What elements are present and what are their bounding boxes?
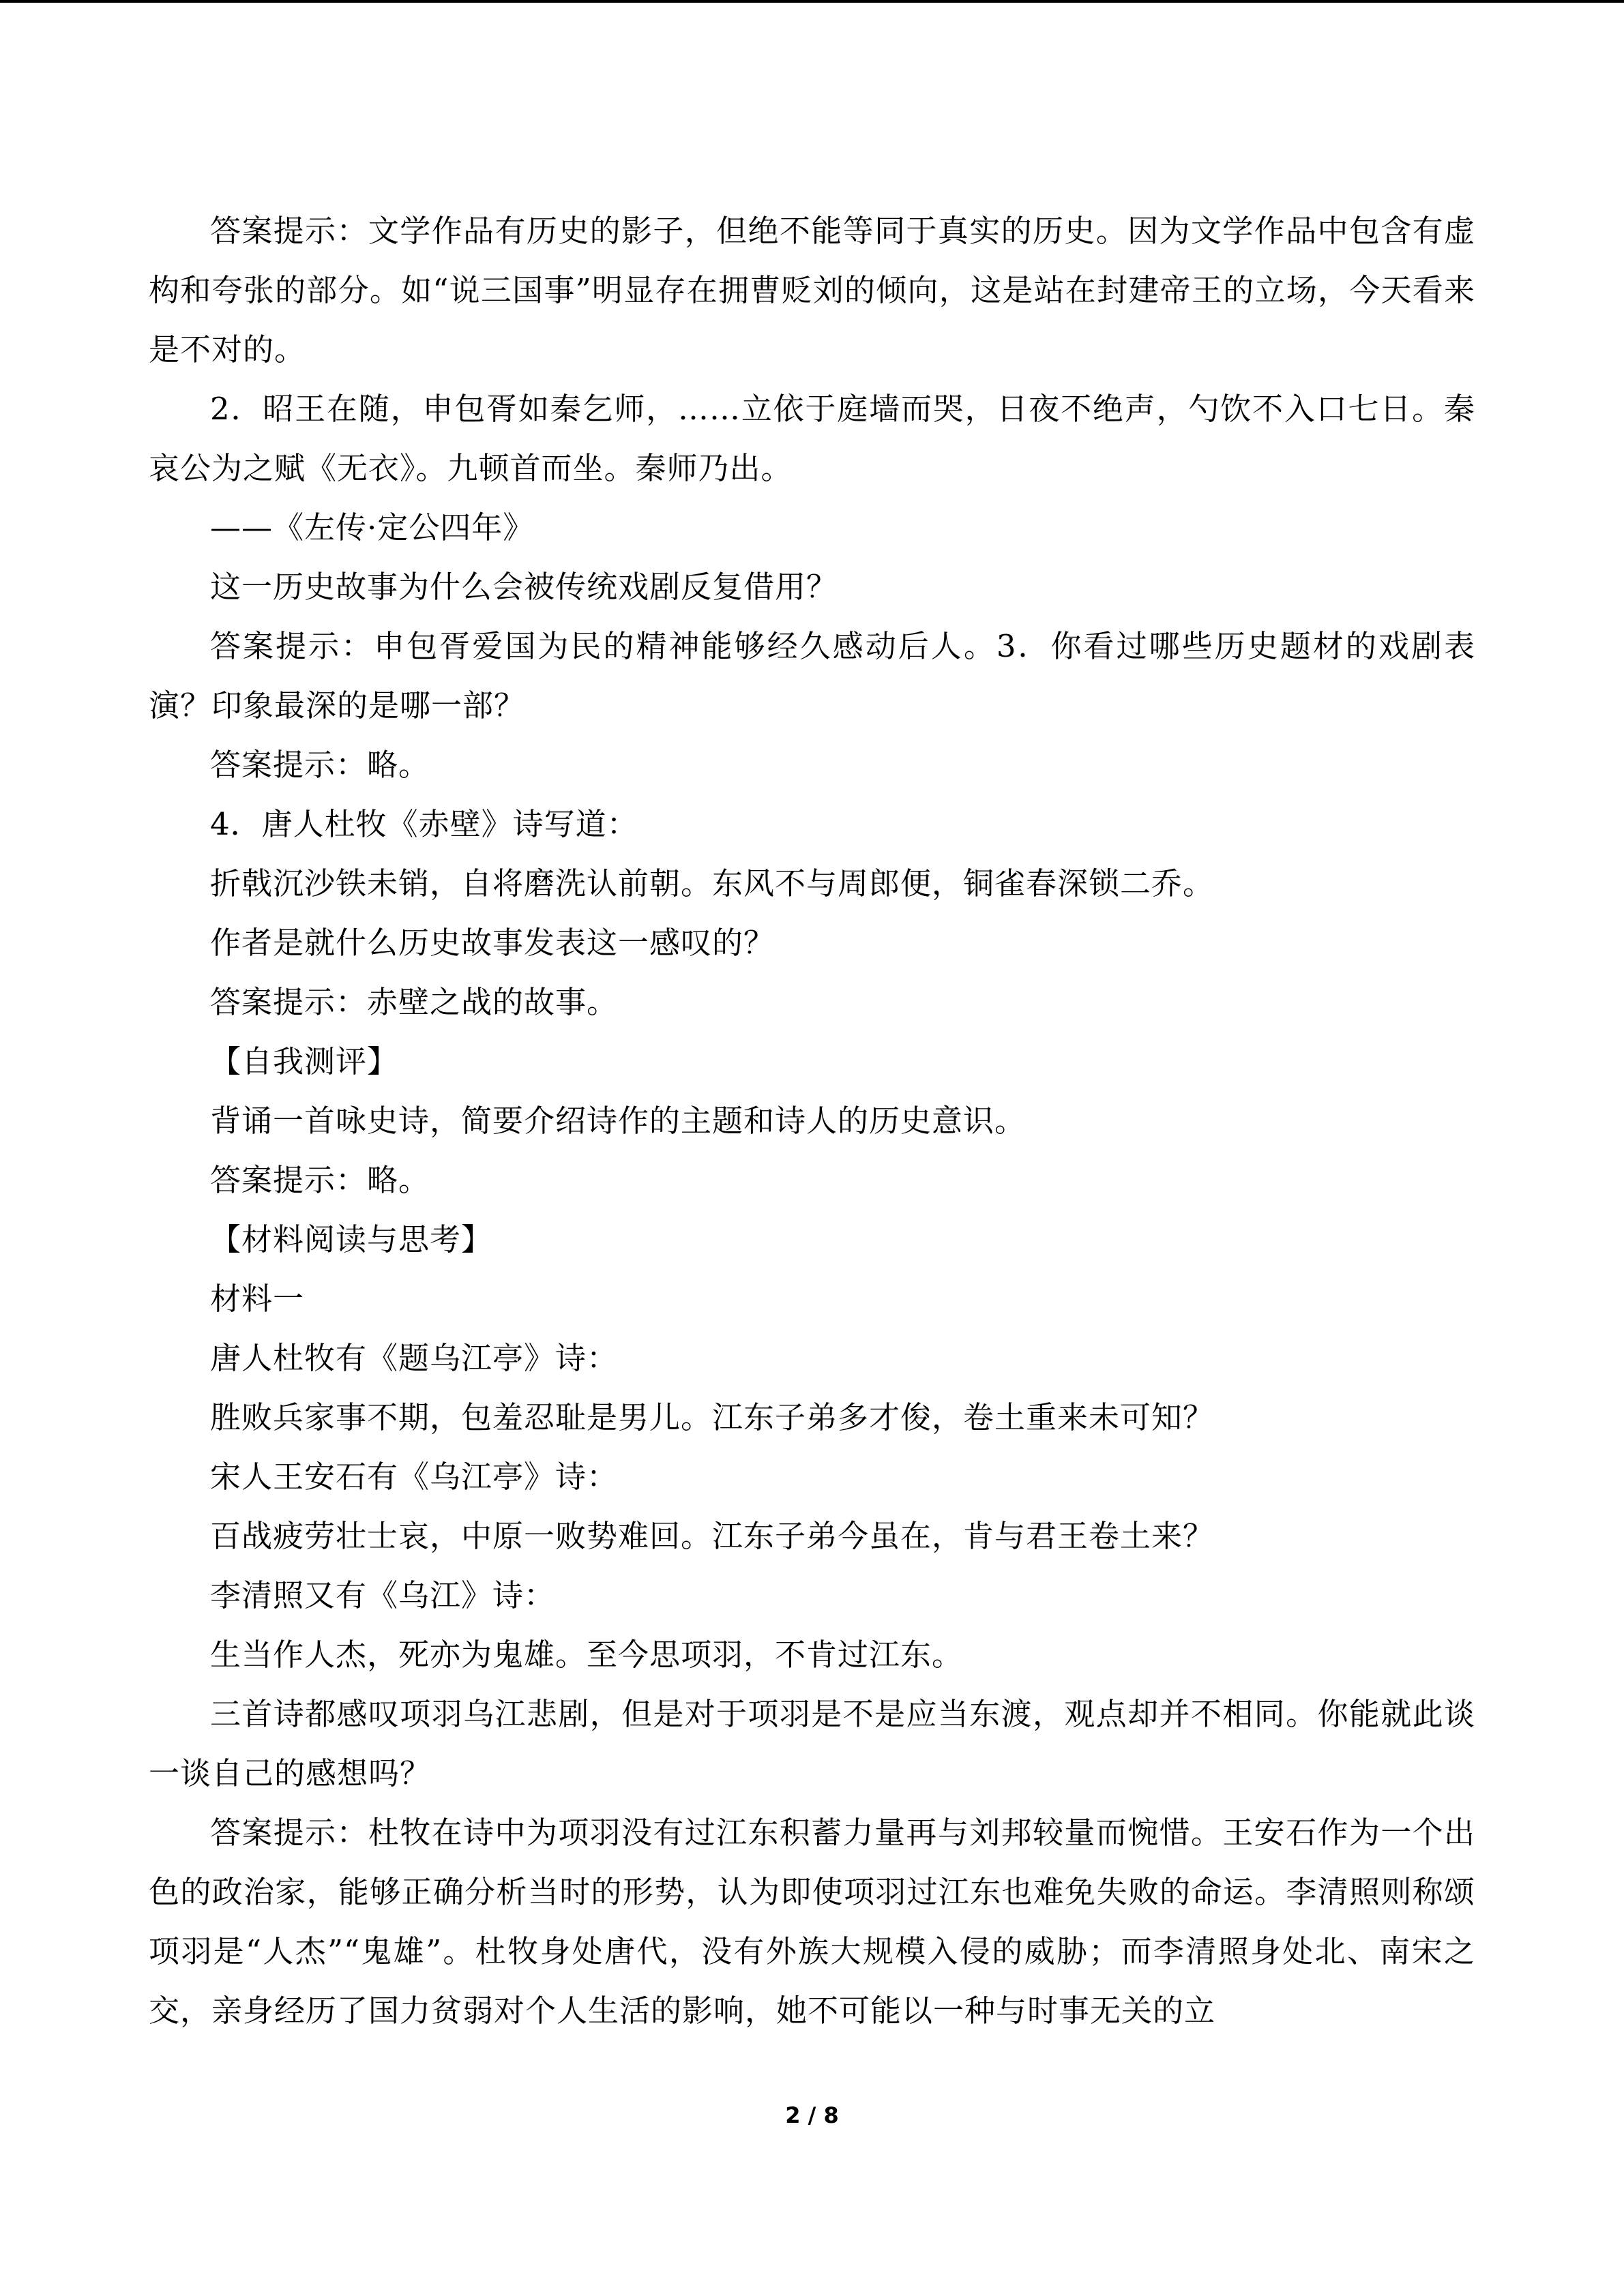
paragraph-answer-hint-6: 答案提示：杜牧在诗中为项羽没有过江东积蓄力量再与刘邦较量而惋惜。王安石作为一个出色的政治家，能够正确分析当时的形势，认为即使项羽过江东也难免失败的命运。李清照则称颂项羽是“人杰”“鬼雄”。杜牧身处唐代，没有外族大规模入侵的威胁；而李清照身处北、南宋之交，亲身经历了国力贫弱对个人生活的影响，她不可能以一种与时事无关的立	[149, 1815, 1475, 2029]
paragraph-poem-du-mu: 胜败兵家事不期，包羞忍耻是男儿。江东子弟多才俊，卷土重来未可知？	[210, 1399, 1215, 1435]
document-body	[149, 201, 1475, 2040]
paragraph-poem-li-qingzhao: 生当作人杰，死亦为鬼雄。至今思项羽，不肯过江东。	[210, 1637, 964, 1673]
paragraph-answer-hint-4: 答案提示：赤壁之战的故事。	[210, 984, 619, 1020]
paragraph-citation-zuozhuan: ——《左传·定公四年》	[210, 509, 535, 546]
paragraph-du-mu-intro: 唐人杜牧有《题乌江亭》诗：	[210, 1340, 619, 1376]
paragraph-wang-anshi-intro: 宋人王安石有《乌江亭》诗：	[210, 1459, 619, 1495]
paragraph-answer-hint-2: 答案提示：申包胥爱国为民的精神能够经久感动后人。3．你看过哪些历史题材的戏剧表演？印象最深的是哪一部？	[149, 628, 1475, 724]
top-border-line	[0, 0, 1624, 3]
page-number: 2 / 8	[785, 2102, 839, 2128]
paragraph-material-one: 材料一	[210, 1281, 305, 1317]
paragraph-question-2-prompt: 这一历史故事为什么会被传统戏剧反复借用？	[210, 569, 838, 605]
section-heading-self-assessment: 【自我测评】	[210, 1043, 399, 1079]
paragraph-answer-hint-1: 答案提示：文学作品有历史的影子，但绝不能等同于真实的历史。因为文学作品中包含有虚构和夸张的部分。如“说三国事”明显存在拥曹贬刘的倾向，这是站在封建帝王的立场，今天看来是不对的。	[149, 213, 1475, 368]
paragraph-question-4-prompt: 作者是就什么历史故事发表这一感叹的？	[210, 925, 776, 961]
paragraph-li-qingzhao-intro: 李清照又有《乌江》诗：	[210, 1577, 556, 1613]
paragraph-self-assessment-task: 背诵一首咏史诗，简要介绍诗作的主题和诗人的历史意识。	[210, 1103, 1027, 1139]
paragraph-poem-chibi: 折戟沉沙铁未销，自将磨洗认前朝。东风不与周郎便，铜雀春深锁二乔。	[210, 865, 1215, 901]
paragraph-answer-hint-3: 答案提示：略。	[210, 747, 430, 783]
paragraph-discussion-question: 三首诗都感叹项羽乌江悲剧，但是对于项羽是不是应当东渡，观点却并不相同。你能就此谈一谈自己的感想吗？	[149, 1696, 1475, 1791]
paragraph-question-4: 4．唐人杜牧《赤壁》诗写道：	[210, 806, 638, 842]
paragraph-question-2: 2．昭王在随，申包胥如秦乞师，……立依于庭墙而哭，日夜不绝声，勺饮不入口七日。秦哀公为之赋《无衣》。九顿首而坐。秦师乃出。	[149, 391, 1475, 486]
section-heading-material-reading: 【材料阅读与思考】	[210, 1221, 493, 1257]
paragraph-poem-wang-anshi: 百战疲劳壮士哀，中原一败势难回。江东子弟今虽在，肯与君王卷土来？	[210, 1518, 1215, 1554]
paragraph-answer-hint-5: 答案提示：略。	[210, 1162, 430, 1198]
